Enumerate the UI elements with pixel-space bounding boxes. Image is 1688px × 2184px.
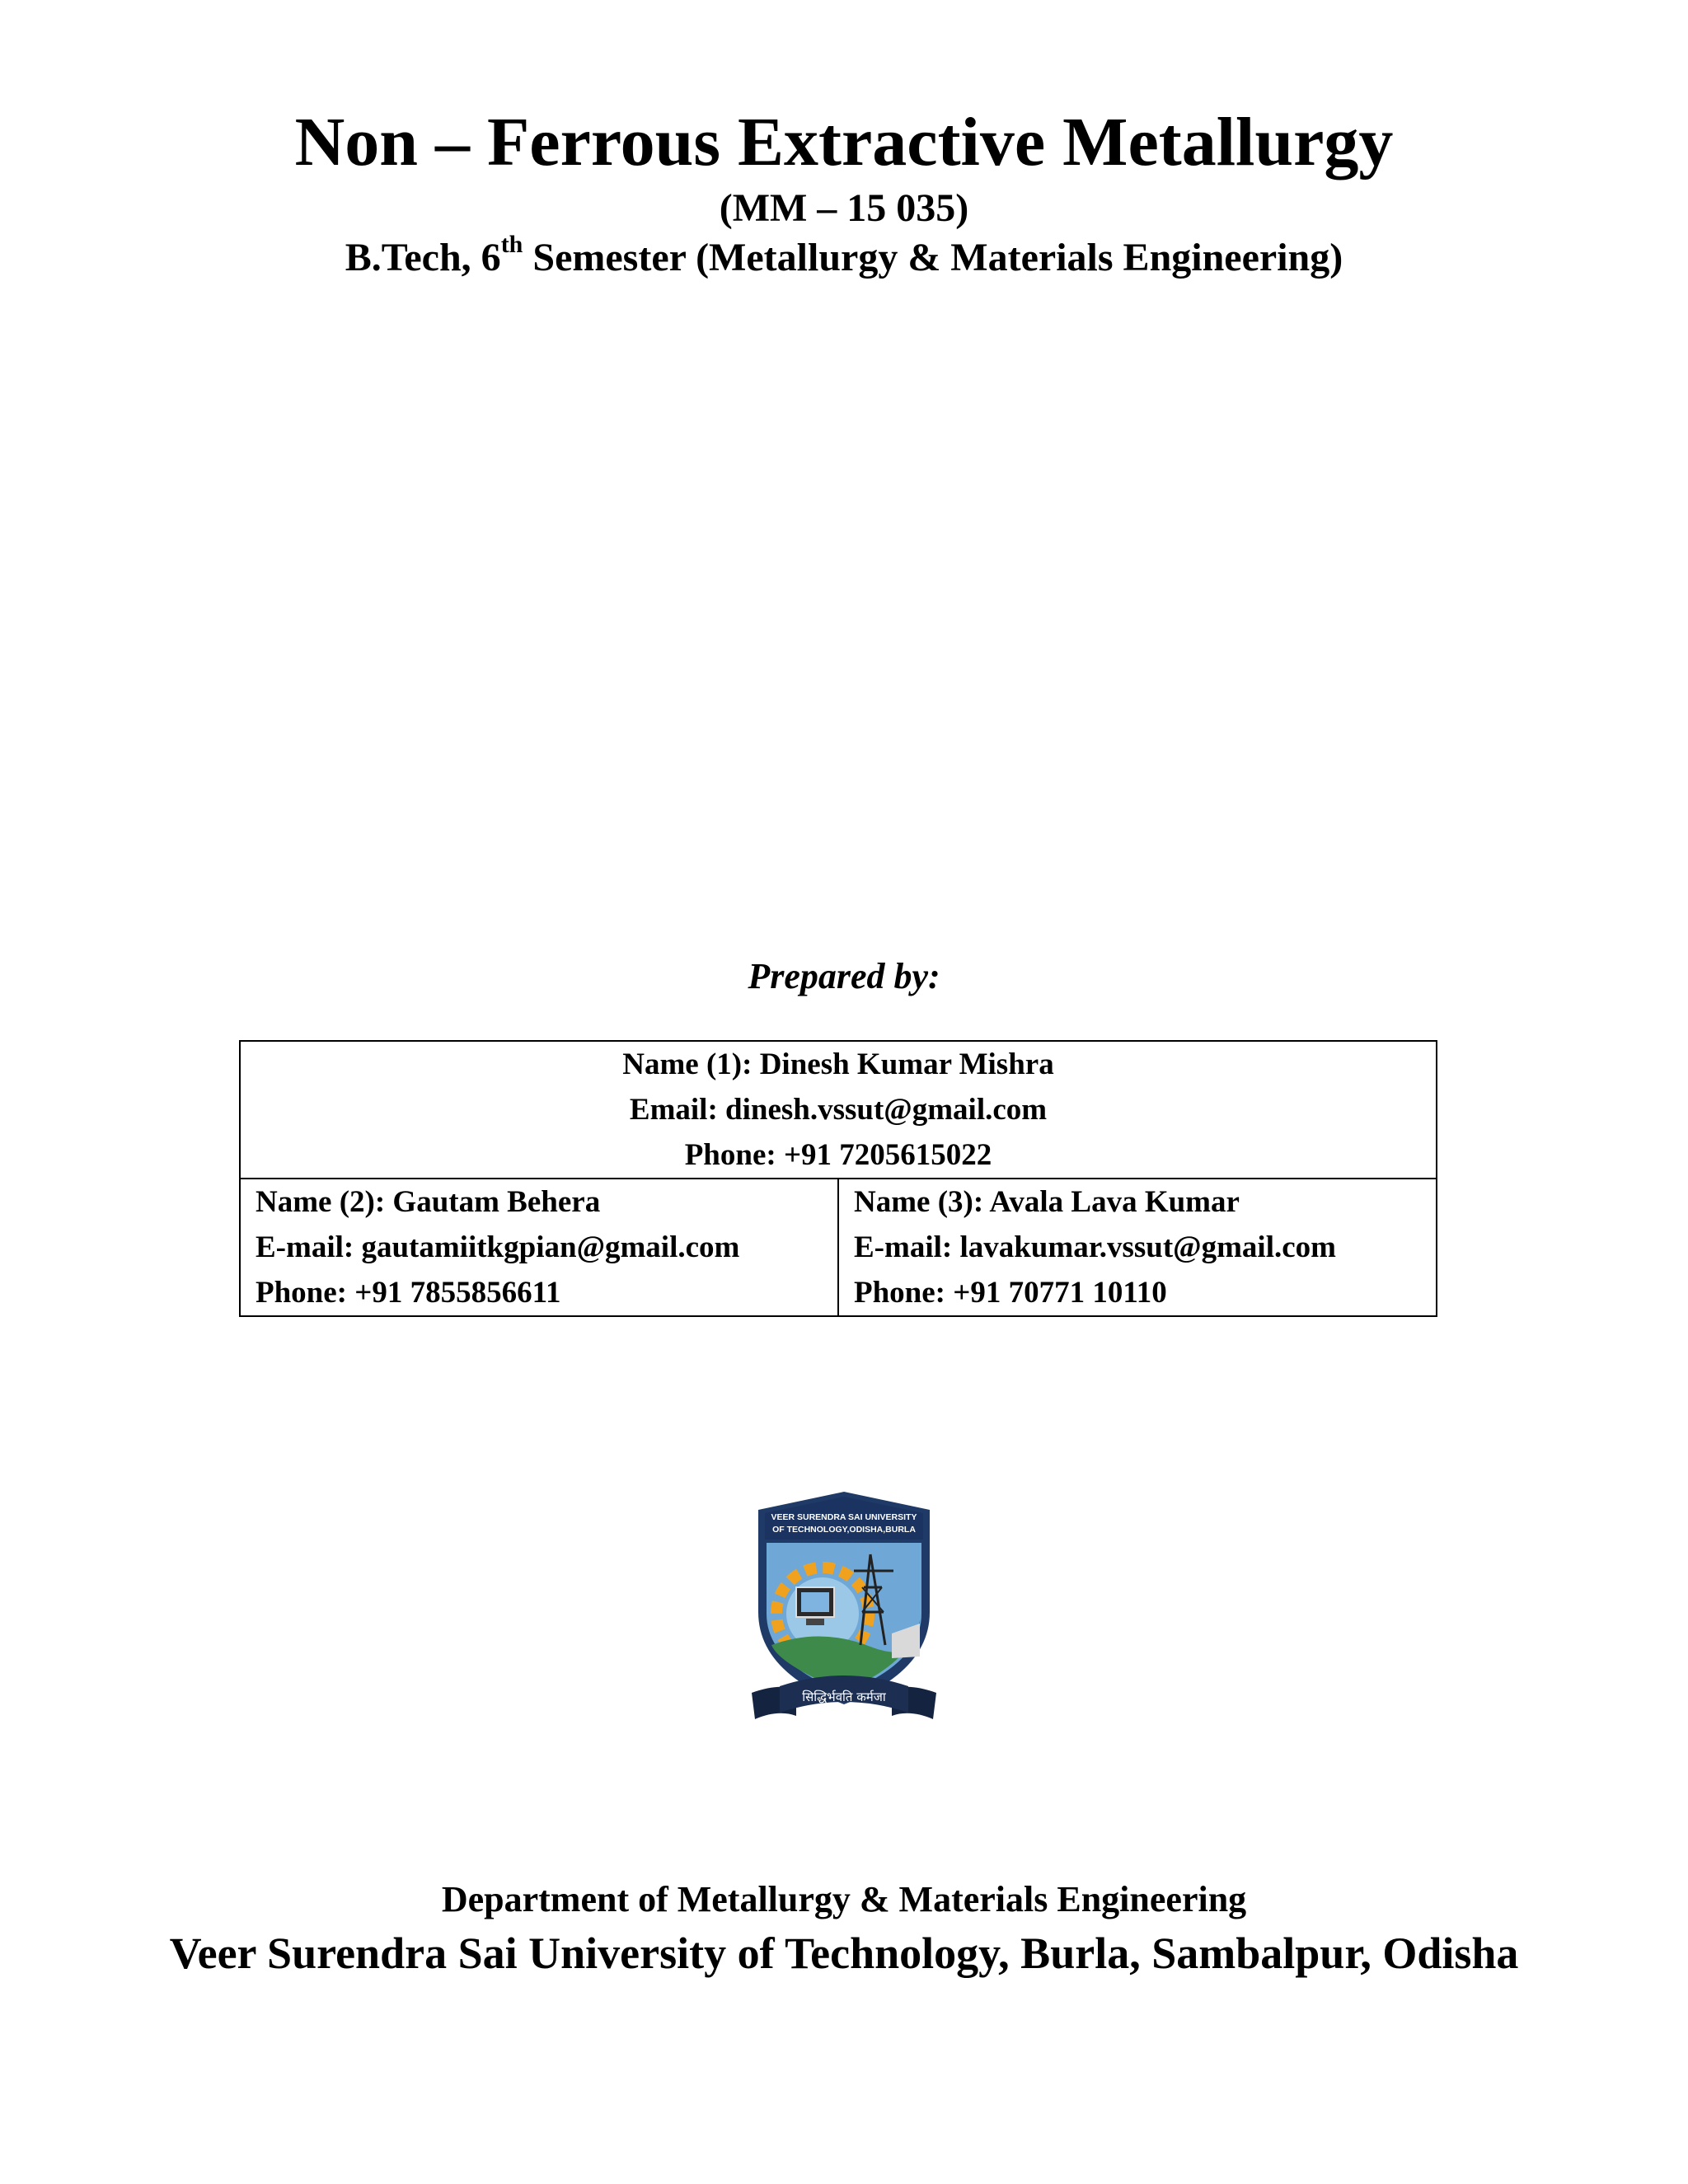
svg-text:OF TECHNOLOGY,ODISHA,BURLA: OF TECHNOLOGY,ODISHA,BURLA: [772, 1525, 916, 1535]
document-title: Non – Ferrous Extractive Metallurgy: [294, 104, 1394, 180]
author-name: Name (3): Avala Lava Kumar: [854, 1185, 1240, 1219]
svg-text:सिद्धिर्भवति कर्मजा: सिद्धिर्भवति कर्मजा: [802, 1690, 886, 1704]
author-name: Name (1): Dinesh Kumar Mishra: [622, 1047, 1054, 1081]
department-name: Department of Metallurgy & Materials Engineering: [441, 1879, 1247, 1919]
author-phone: Phone: +91 70771 10110: [854, 1276, 1167, 1310]
author-phone: Phone: +91 7855856611: [256, 1276, 561, 1310]
program-superscript: th: [500, 231, 523, 258]
prepared-by-label: Prepared by:: [748, 956, 940, 996]
table-row: [240, 1179, 1437, 1316]
author-right-cell: [838, 1179, 1437, 1316]
author-email: Email: dinesh.vssut@gmail.com: [629, 1093, 1048, 1127]
program-suffix: Semester (Metallurgy & Materials Engineering): [523, 236, 1343, 279]
university-crest-icon: [747, 1488, 941, 1729]
program-prefix: B.Tech, 6: [345, 236, 501, 279]
author-left-cell: [240, 1179, 838, 1316]
author-primary-cell: [240, 1041, 1437, 1179]
university-name: Veer Surendra Sai University of Technology, Burla, Sambalpur, Odisha: [169, 1929, 1519, 1978]
svg-text:VEER SURENDRA SAI UNIVERSITY: VEER SURENDRA SAI UNIVERSITY: [771, 1512, 917, 1522]
author-phone: Phone: +91 7205615022: [684, 1138, 992, 1172]
author-name: Name (2): Gautam Behera: [256, 1185, 601, 1219]
program-line: [0, 231, 1688, 285]
author-email: E-mail: gautamiitkgpian@gmail.com: [256, 1230, 740, 1264]
course-code: (MM – 15 035): [719, 186, 969, 230]
table-row: [240, 1041, 1437, 1179]
author-email: E-mail: lavakumar.vssut@gmail.com: [854, 1230, 1336, 1264]
authors-table: [239, 1040, 1437, 1317]
